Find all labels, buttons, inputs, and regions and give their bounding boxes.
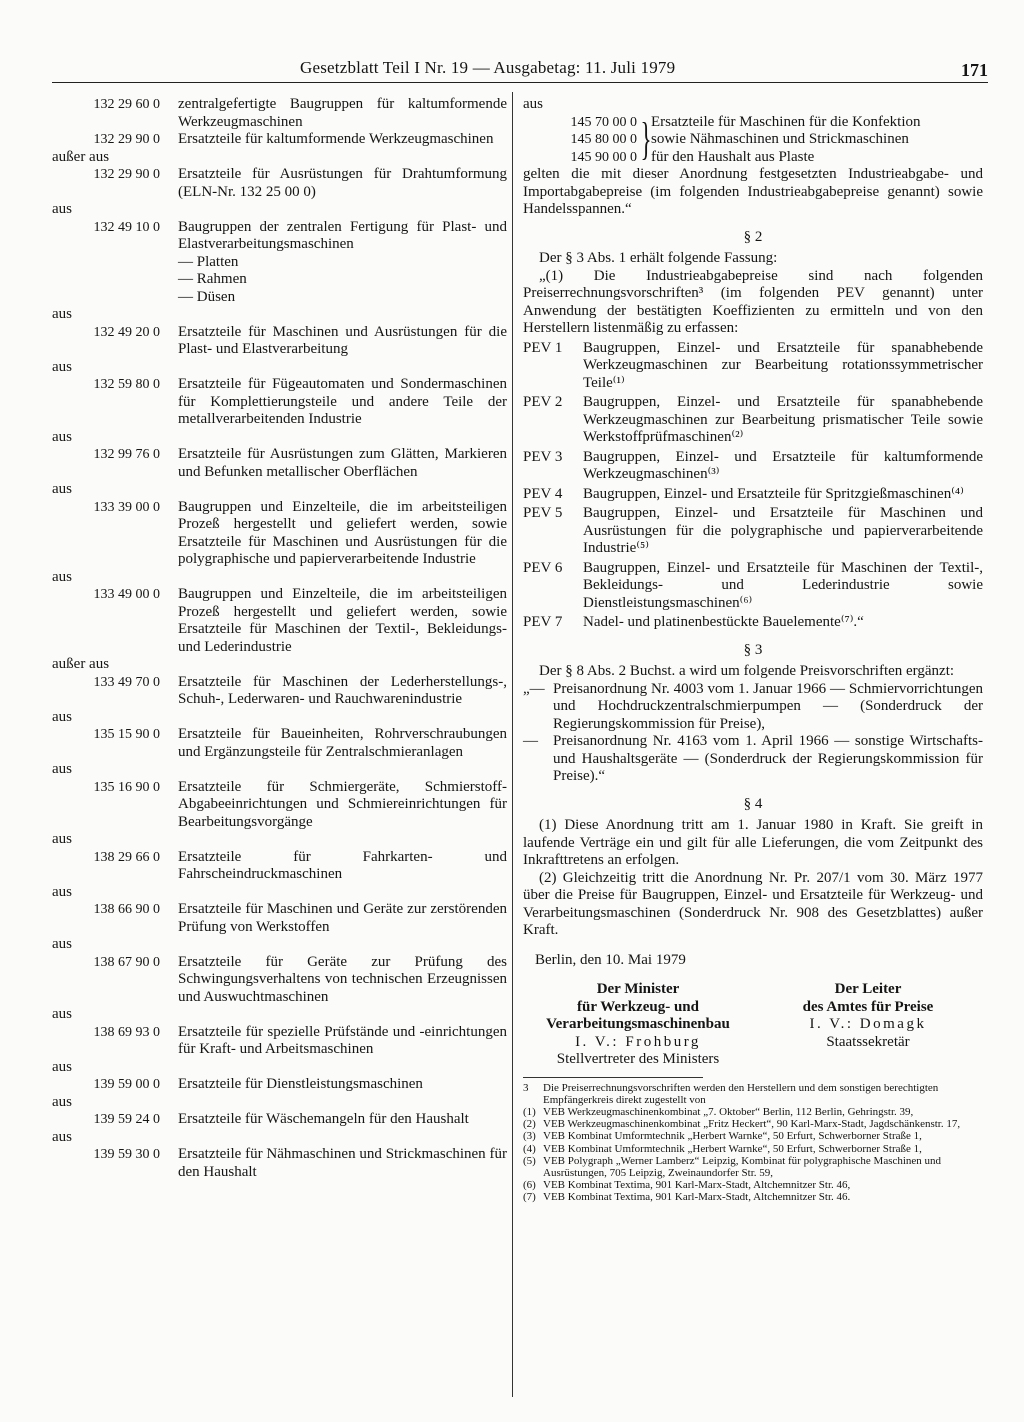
section-4-paragraph-2: (2) Gleichzeitig tritt die Anordnung Nr. Pr. 207/1 vom 30. März 1977 über die Preise für Baugruppen, Einzel- und Ersatzteile für Werkzeug- und Verarbeitungsmaschinen (Sonderdruck Nr. 908 des Gesetzblattes) außer Kraft. bbox=[523, 869, 983, 938]
catalog-entry bbox=[52, 201, 507, 306]
entry-row bbox=[52, 499, 507, 569]
footnote-item bbox=[523, 1179, 983, 1191]
entry-description-text: Ersatzteile für Maschinen und Ausrüstungen für die Plast- und Elastverarbeitung bbox=[178, 323, 507, 357]
entry-description bbox=[178, 954, 507, 1007]
catalog-entry bbox=[52, 656, 507, 709]
pev-label: PEV 1 bbox=[523, 339, 563, 356]
catalog-entry bbox=[52, 884, 507, 937]
entry-description-text: Ersatzteile für Maschinen und Geräte zur zerstörenden Prüfung von Werkstoffen bbox=[178, 901, 507, 935]
catalog-entry bbox=[52, 1129, 507, 1182]
footnote-label: (1) bbox=[523, 1105, 536, 1118]
code-item: 145 70 00 0 bbox=[570, 114, 637, 130]
entry-description-text: Baugruppen der zentralen Fertigung für Plast- und Elastverarbeitungsmaschinen bbox=[178, 218, 507, 252]
entry-prefix: außer aus bbox=[52, 656, 110, 672]
price-regulation-item bbox=[523, 681, 983, 734]
section-4-heading: § 4 bbox=[743, 795, 763, 812]
entry-description bbox=[178, 166, 507, 201]
entry-row bbox=[52, 1111, 507, 1129]
header-rule bbox=[52, 82, 988, 83]
entry-prefix: aus bbox=[52, 1128, 72, 1145]
entry-prefix: aus bbox=[52, 708, 72, 725]
dash-mark: „— bbox=[523, 680, 545, 697]
entry-code: 132 49 20 0 bbox=[93, 324, 160, 340]
footnote-text: VEB Polygraph „Werner Lamberz“ Leipzig, Kombinat für polygraphische Maschinen und Ausrüstungen, 705 Leipzig, Zweinaundorfer Str. 59, bbox=[543, 1154, 942, 1179]
footnote-item bbox=[523, 1155, 983, 1179]
entry-description bbox=[178, 324, 507, 359]
catalog-entry bbox=[52, 569, 507, 657]
entry-description-text: zentralgefertigte Baugruppen für kaltumformende Werkzeugmaschinen bbox=[178, 96, 507, 130]
entry-row bbox=[52, 131, 507, 149]
footnote-label: (3) bbox=[523, 1130, 536, 1143]
section-2-quote: „(1) Die Industrieabgabepreise sind nach folgenden Preiserrechnungsvorschriften³ (im folgenden PEV genannt) unter Anwendung der bestätigten Koeffizienten zu ermitteln und von den Herstellern listenmäßig zu erfassen: bbox=[523, 267, 983, 336]
catalog-entry bbox=[52, 761, 507, 831]
pev-label: PEV 3 bbox=[523, 448, 563, 465]
entry-description-text: Baugruppen und Einzelteile, die im arbeitsteiligen Prozeß hergestellt und geliefert werden, sowie Ersatzteile für Maschinen und Ausrüstungen für die polygraphische und papierverarbeitende Industrie bbox=[178, 498, 507, 567]
footnote-label: 3 bbox=[523, 1081, 529, 1094]
entry-description-text: Ersatzteile für Schmiergeräte, Schmierstoff-Abgabeeinrichtungen und Schmiereinrichtungen für Bearbeitungsvorgänge bbox=[178, 778, 507, 830]
footnote-rule bbox=[523, 1077, 703, 1078]
footnote-label: (5) bbox=[523, 1154, 536, 1167]
pev-item bbox=[523, 394, 983, 447]
entry-description bbox=[178, 219, 507, 307]
entry-description-text: Ersatzteile für Maschinen der Lederherstellungs-, Schuh-, Lederwaren- und Rauchwarenindustrie bbox=[178, 673, 507, 707]
entry-code: 132 29 90 0 bbox=[93, 132, 160, 147]
code-item: 145 80 00 0 bbox=[570, 132, 637, 147]
footnote-text: Die Preiserrechnungsvorschriften werden den Herstellern und dem sonstigen berechtigten Empfängerkreis direkt zugestellt von bbox=[543, 1081, 939, 1106]
footnote-text: VEB Kombinat Umformtechnik „Herbert Warnke“, 50 Erfurt, Schwerborner Straße 1, bbox=[543, 1142, 922, 1155]
signature-role: Staatssekretär bbox=[826, 1033, 910, 1050]
entry-code: 138 69 93 0 bbox=[93, 1024, 160, 1040]
section-4-paragraph-1: (1) Diese Anordnung tritt am 1. Januar 1980 in Kraft. Sie greift in laufende Verträge ein und gilt für alle Lieferungen, die vom Zeitpunkt des Inkrafttretens an erfolgen. bbox=[523, 817, 983, 868]
entry-description bbox=[178, 131, 507, 149]
entry-description bbox=[178, 849, 507, 884]
entry-prefix: außer aus bbox=[52, 148, 110, 165]
catalog-entry bbox=[52, 1094, 507, 1129]
pev-label: PEV 2 bbox=[523, 394, 563, 410]
entry-description-text: Ersatzteile für Fahrkarten- und Fahrscheindruckmaschinen bbox=[178, 848, 507, 882]
column-divider bbox=[512, 92, 513, 1397]
pev-item bbox=[523, 486, 983, 504]
footnote-label: (6) bbox=[523, 1179, 536, 1192]
entry-description bbox=[178, 96, 507, 131]
pev-label: PEV 7 bbox=[523, 614, 563, 630]
signature-title: des Amtes für Preise bbox=[802, 998, 934, 1015]
entry-description-text: Ersatzteile für kaltumformende Werkzeugmaschinen bbox=[178, 131, 494, 147]
pev-item bbox=[523, 560, 983, 613]
entry-code: 132 49 10 0 bbox=[93, 219, 160, 235]
entry-prefix: aus bbox=[52, 761, 72, 777]
entry-code: 133 49 00 0 bbox=[93, 587, 160, 602]
footnote-label: (2) bbox=[523, 1118, 536, 1131]
pev-item bbox=[523, 340, 983, 393]
entry-code: 138 66 90 0 bbox=[93, 902, 160, 917]
entry-sub-item: — Rahmen bbox=[178, 271, 247, 287]
entry-prefix: aus bbox=[52, 481, 72, 497]
codes-group bbox=[537, 114, 983, 167]
entry-row bbox=[52, 324, 507, 359]
section-3-list bbox=[523, 681, 983, 786]
pev-text: Baugruppen, Einzel- und Ersatzteile für spanabhebende Werkzeugmaschinen zur Bearbeitung rotationssymmetrischer Teile⁽¹⁾ bbox=[583, 339, 983, 391]
brace-symbol: } bbox=[640, 112, 652, 164]
entry-description bbox=[178, 1024, 507, 1059]
entry-description-text: Ersatzteile für Geräte zur Prüfung des Schwingungsverhaltens von technischen Erzeugnissen und Auswuchtmaschinen bbox=[178, 953, 507, 1005]
entry-code: 132 29 60 0 bbox=[93, 97, 160, 112]
signatures bbox=[523, 981, 983, 1069]
pev-text: Baugruppen, Einzel- und Ersatzteile für kaltumformende Werkzeugmaschinen⁽³⁾ bbox=[583, 448, 983, 482]
entry-description bbox=[178, 779, 507, 832]
entry-row bbox=[52, 219, 507, 307]
entry-row bbox=[52, 901, 507, 936]
pev-text: Nadel- und platinenbestückte Bauelemente⁽⁷⁾.“ bbox=[583, 614, 864, 630]
page-header bbox=[0, 58, 1024, 86]
entry-description bbox=[178, 674, 507, 709]
entry-description bbox=[178, 446, 507, 481]
entry-row bbox=[52, 674, 507, 709]
price-regulation-text: Preisanordnung Nr. 4003 vom 1. Januar 1966 — Schmiervorrichtungen und Hochdruckzentralschmierpumpen — (Sonderdruck der Regierungskommission für Preise), bbox=[553, 680, 983, 732]
signature-date: Berlin, den 10. Mai 1979 bbox=[535, 951, 686, 968]
codes-desc-line: Ersatzteile für Maschinen für die Konfektion bbox=[651, 113, 921, 130]
footnote-list bbox=[523, 1106, 983, 1204]
codes-list bbox=[537, 114, 637, 167]
entry-row bbox=[52, 726, 507, 761]
entry-row bbox=[52, 1146, 507, 1181]
entry-code: 139 59 30 0 bbox=[93, 1147, 160, 1162]
entry-prefix: aus bbox=[52, 201, 72, 217]
signature-role: Stellvertreter des Ministers bbox=[556, 1051, 720, 1067]
footnote-text: VEB Werkzeugmaschinenkombinat „Fritz Heckert“, 90 Karl-Marx-Stadt, Jagdschänkenstr. 17, bbox=[543, 1118, 961, 1131]
signature-minister bbox=[523, 981, 753, 1069]
footnote-text: VEB Kombinat Textima, 901 Karl-Marx-Stadt, Altchemnitzer Str. 46. bbox=[543, 1191, 851, 1204]
pev-item bbox=[523, 449, 983, 484]
pev-text: Baugruppen, Einzel- und Ersatzteile für Spritzgießmaschinen⁽⁴⁾ bbox=[583, 485, 964, 502]
pev-text: Baugruppen, Einzel- und Ersatzteile für Maschinen der Textil-, Bekleidungs- und Lederindustrie sowie Dienstleistungsmaschinen⁽⁶⁾ bbox=[583, 559, 983, 611]
entry-sub-item: — Düsen bbox=[178, 288, 236, 305]
entry-description bbox=[178, 1146, 507, 1181]
codes-description bbox=[651, 114, 983, 167]
entry-description-text: Baugruppen und Einzelteile, die im arbeitsteiligen Prozeß hergestellt und geliefert werden, sowie Ersatzteile für Maschinen der Textil-, Bekleidungs- und Lederindustrie bbox=[178, 586, 507, 655]
entry-code: 132 59 80 0 bbox=[93, 377, 160, 392]
pev-text: Baugruppen, Einzel- und Ersatzteile für spanabhebende Werkzeugmaschinen zur Bearbeitung prismatischer Teile sowie Werkstoffprüfmaschinen⁽²⁾ bbox=[583, 394, 983, 445]
entry-row bbox=[52, 376, 507, 429]
signature-price-office bbox=[753, 981, 983, 1069]
entry-description-text: Ersatzteile für Ausrüstungen zum Glätten, Markieren und Befunken metallischer Oberflächen bbox=[178, 446, 507, 480]
footnote-item bbox=[523, 1118, 983, 1130]
catalog-entry bbox=[52, 429, 507, 482]
entry-prefix: aus bbox=[52, 1093, 72, 1110]
catalog-entry bbox=[52, 96, 507, 131]
entry-description-text: Ersatzteile für Nähmaschinen und Strickmaschinen für den Haushalt bbox=[178, 1146, 507, 1180]
entry-code: 139 59 24 0 bbox=[93, 1112, 160, 1127]
section-2-intro: Der § 3 Abs. 1 erhält folgende Fassung: bbox=[539, 250, 778, 266]
entry-code: 138 67 90 0 bbox=[93, 954, 160, 970]
entry-code: 135 15 90 0 bbox=[93, 727, 160, 742]
catalog-entry bbox=[52, 481, 507, 569]
signature-name: I. V.: Frohburg bbox=[575, 1033, 701, 1050]
catalog-entry bbox=[52, 831, 507, 884]
catalog-entry bbox=[52, 1006, 507, 1059]
entry-row bbox=[52, 446, 507, 481]
entry-code: 135 16 90 0 bbox=[93, 779, 160, 795]
codes-desc-line: für den Haushalt aus Plaste bbox=[651, 148, 815, 165]
price-regulation-item bbox=[523, 733, 983, 786]
codes-desc-line: sowie Nähmaschinen und Strickmaschinen bbox=[651, 131, 909, 147]
entry-row bbox=[52, 586, 507, 656]
signature-title: für Werkzeug- und bbox=[577, 998, 699, 1015]
entry-prefix: aus bbox=[52, 568, 72, 585]
catalog-entry bbox=[52, 936, 507, 1006]
entry-code: 139 59 00 0 bbox=[93, 1077, 160, 1092]
entry-prefix: aus bbox=[52, 1006, 72, 1022]
catalog-entry bbox=[52, 709, 507, 762]
signature-title: Der Minister bbox=[596, 981, 680, 997]
pev-label: PEV 5 bbox=[523, 505, 563, 521]
catalog-entry bbox=[52, 1059, 507, 1094]
footnote-item bbox=[523, 1191, 983, 1203]
footnote-label: (4) bbox=[523, 1142, 536, 1155]
entry-prefix: aus bbox=[52, 306, 72, 322]
footnote-text: VEB Kombinat Textima, 901 Karl-Marx-Stadt, Altchemnitzer Str. 46, bbox=[543, 1179, 851, 1192]
entry-row bbox=[52, 96, 507, 131]
entry-description bbox=[178, 726, 507, 761]
entry-prefix: aus bbox=[52, 1058, 72, 1075]
price-regulation-text: Preisanordnung Nr. 4163 vom 1. April 1966 — sonstige Wirtschafts- und Haushaltsgeräte — (Sonderdruck der Regierungskommission für Preise).“ bbox=[553, 733, 983, 784]
entry-row bbox=[52, 849, 507, 884]
entry-row bbox=[52, 779, 507, 832]
footnote-text: VEB Werkzeugmaschinenkombinat „7. Oktober“ Berlin, 112 Berlin, Gehringstr. 39, bbox=[543, 1105, 914, 1118]
pev-item bbox=[523, 614, 983, 632]
catalog-entry bbox=[52, 306, 507, 359]
left-column bbox=[52, 96, 507, 1181]
page-number: 171 bbox=[961, 60, 988, 80]
validity-paragraph: gelten die mit dieser Anordnung festgesetzten Industrieabgabe- und Importabgabepreise (im folgenden Industrieabgabepreise genannt) sowie Handelsspannen.“ bbox=[523, 166, 983, 217]
signature-title: Der Leiter bbox=[834, 981, 902, 997]
entry-description-text: Ersatzteile für spezielle Prüfstände und -einrichtungen für Kraft- und Arbeitsmaschinen bbox=[178, 1023, 507, 1057]
footnote-item bbox=[523, 1143, 983, 1155]
codes-prefix: aus bbox=[523, 96, 543, 112]
section-3-intro: Der § 8 Abs. 2 Buchst. a wird um folgende Preisvorschriften ergänzt: bbox=[539, 663, 955, 679]
entry-description bbox=[178, 376, 507, 429]
entry-code: 132 29 90 0 bbox=[93, 167, 160, 182]
right-column bbox=[523, 96, 983, 1204]
catalog-entry bbox=[52, 131, 507, 149]
entry-row bbox=[52, 1076, 507, 1094]
catalog-entry bbox=[52, 149, 507, 202]
entry-description bbox=[178, 499, 507, 569]
entry-prefix: aus bbox=[52, 831, 72, 847]
pev-label: PEV 4 bbox=[523, 485, 563, 502]
entry-description-text: Ersatzteile für Wäschemangeln für den Haushalt bbox=[178, 1111, 469, 1127]
entry-prefix: aus bbox=[52, 883, 72, 900]
footnote-text: VEB Kombinat Umformtechnik „Herbert Warnke“, 50 Erfurt, Schwerborner Straße 1, bbox=[543, 1130, 922, 1143]
entry-code: 138 29 66 0 bbox=[93, 849, 160, 865]
entry-prefix: aus bbox=[52, 936, 72, 952]
footnote-item bbox=[523, 1106, 983, 1118]
entry-description bbox=[178, 586, 507, 656]
entry-description-text: Ersatzteile für Ausrüstungen für Drahtumformung (ELN-Nr. 132 25 00 0) bbox=[178, 166, 507, 200]
catalog-entry bbox=[52, 359, 507, 429]
footnotes bbox=[523, 1082, 983, 1204]
footnote-item bbox=[523, 1130, 983, 1142]
entry-description bbox=[178, 901, 507, 936]
entry-code: 133 49 70 0 bbox=[93, 674, 160, 690]
entry-prefix: aus bbox=[52, 358, 72, 375]
code-item: 145 90 00 0 bbox=[570, 149, 637, 165]
section-3-heading: § 3 bbox=[743, 641, 763, 658]
entry-code: 132 99 76 0 bbox=[93, 447, 160, 462]
entry-description-text: Ersatzteile für Baueinheiten, Rohrverschraubungen und Ergänzungsteile für Zentralschmieranlagen bbox=[178, 726, 507, 760]
section-2-heading: § 2 bbox=[743, 228, 763, 245]
entry-row bbox=[52, 954, 507, 1007]
entry-prefix: aus bbox=[52, 428, 72, 445]
pev-list bbox=[523, 340, 983, 632]
entry-code: 133 39 00 0 bbox=[93, 499, 160, 515]
pev-label: PEV 6 bbox=[523, 559, 563, 576]
header-title: Gesetzblatt Teil I Nr. 19 — Ausgabetag: 11. Juli 1979 bbox=[300, 58, 676, 77]
entry-description-text: Ersatzteile für Fügeautomaten und Sondermaschinen für Komplettierungsteile und andere Teile der metallverarbeitenden Industrie bbox=[178, 376, 507, 427]
pev-item bbox=[523, 505, 983, 558]
entry-description bbox=[178, 1111, 507, 1129]
entry-row bbox=[52, 166, 507, 201]
signature-name: I. V.: Domagk bbox=[809, 1016, 927, 1032]
signature-title: Verarbeitungsmaschinenbau bbox=[546, 1016, 730, 1032]
entry-description bbox=[178, 1076, 507, 1094]
entry-description-text: Ersatzteile für Dienstleistungsmaschinen bbox=[178, 1076, 423, 1092]
pev-text: Baugruppen, Einzel- und Ersatzteile für Maschinen und Ausrüstungen für die polygraphische und papierverarbeitende Industrie⁽⁵⁾ bbox=[583, 505, 983, 556]
entry-sub-item: — Platten bbox=[178, 253, 239, 270]
entry-row bbox=[52, 1024, 507, 1059]
footnote-label: (7) bbox=[523, 1191, 536, 1204]
dash-mark: — bbox=[523, 733, 538, 749]
footnote-intro bbox=[523, 1082, 983, 1106]
